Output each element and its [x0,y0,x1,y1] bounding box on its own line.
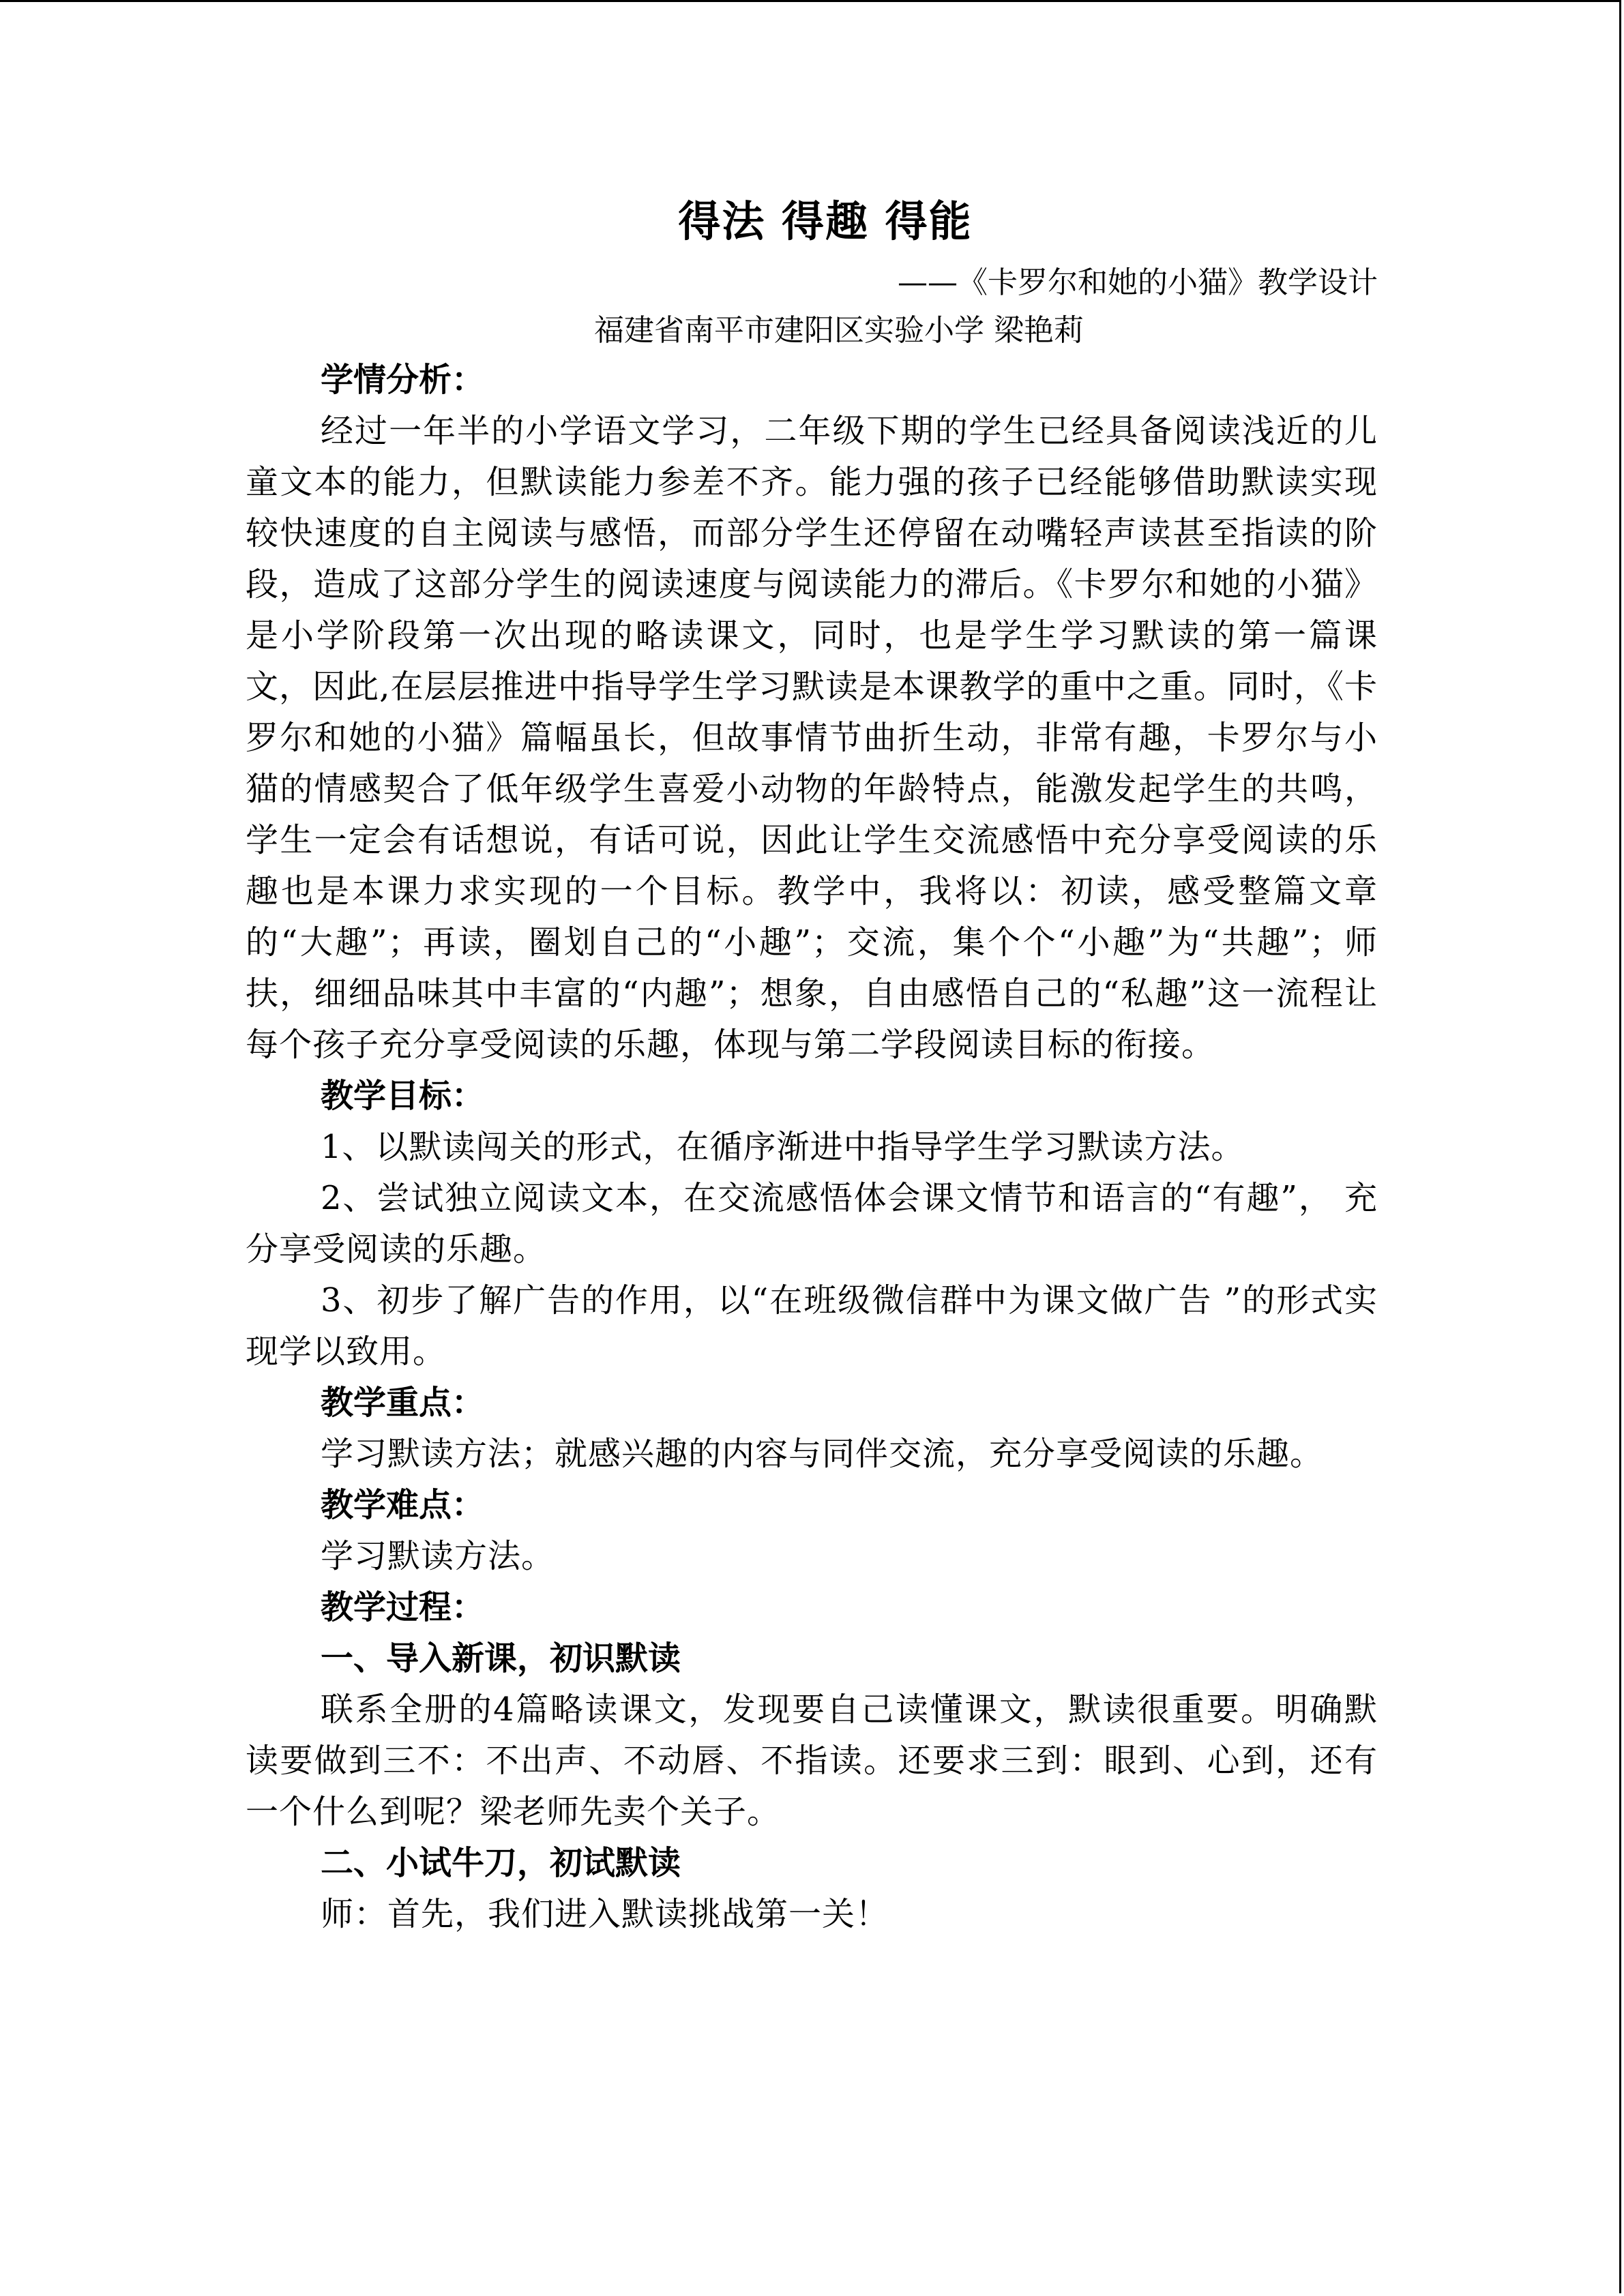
document-body [246,184,1378,1940]
goal-item-1: 1、以默读闯关的形式，在循序渐进中指导学生学习默读方法。 [321,1128,1245,1166]
step2-paragraph: 师：首先，我们进入默读挑战第一关！ [321,1895,889,1933]
analysis-paragraph: 经过一年半的小学语文学习，二年级下期的学生已经具备阅读浅近的儿童文本的能力，但默读能力参差不齐。能力强的孩子已经能够借助默读实现较快速度的自主阅读与感悟，而部分学生还停留在动嘴轻声读甚至指读的阶段，造成了这部分学生的阅读速度与阅读能力的滞后。《卡罗尔和她的小猫》是小学阶段第一次出现的略读课文，同时，也是学生学习默读的第一篇课文，因此,在层层推进中指导学生学习默读是本课教学的重中之重。同时，《卡罗尔和她的小猫》篇幅虽长，但故事情节曲折生动，非常有趣，卡罗尔与小猫的情感契合了低年级学生喜爱小动物的年龄特点，能激发起学生的共鸣，学生一定会有话想说，有话可说，因此让学生交流感悟中充分享受阅读的乐趣也是本课力求实现的一个目标。教学中，我将以：初读，感受整篇文章的“大趣”；再读，圈划自己的“小趣”；交流，集个个“小趣”为“共趣”；师扶，细细品味其中丰富的“内趣”；想象，自由感悟自己的“私趣”这一流程让每个孩子充分享受阅读的乐趣，体现与第二学段阅读目标的衔接。 [246,412,1378,1064]
difficulty-paragraph: 学习默读方法。 [321,1537,555,1575]
goal-item-2: 2、尝试独立阅读文本，在交流感悟体会课文情节和语言的“有趣”， 充分享受阅读的乐趣。 [246,1179,1378,1268]
step1-paragraph: 联系全册的4篇略读课文，发现要自己读懂课文，默读很重要。明确默读要做到三不：不出声、不动唇、不指读。还要求三到：眼到、心到，还有一个什么到呢？梁老师先卖个关子。 [246,1690,1378,1831]
difficulty-heading: 教学难点： [321,1486,485,1524]
process-heading: 教学过程： [321,1588,485,1626]
analysis-heading: 学情分析： [321,361,485,399]
document-author: 福建省南平市建阳区实验小学 梁艳莉 [594,313,1084,348]
goal-item-3: 3、初步了解广告的作用，以“在班级微信群中为课文做广告 ”的形式实现学以致用。 [246,1281,1378,1371]
document-title: 得法 得趣 得能 [678,196,973,246]
goals-heading: 教学目标： [321,1077,485,1115]
step1-heading: 一、导入新课，初识默读 [321,1639,681,1678]
keypoint-heading: 教学重点： [321,1384,485,1422]
document-subtitle: ——《卡罗尔和她的小猫》教学设计 [898,265,1378,300]
keypoint-paragraph: 学习默读方法；就感兴趣的内容与同伴交流，充分享受阅读的乐趣。 [321,1435,1324,1473]
step2-heading: 二、小试牛刀，初试默读 [321,1844,681,1882]
